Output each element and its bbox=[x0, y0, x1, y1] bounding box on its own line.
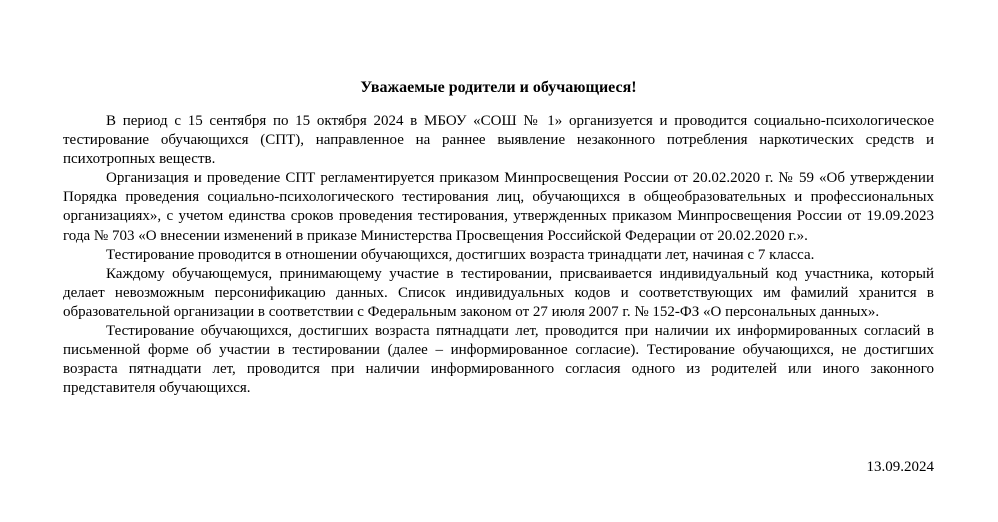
paragraph-regulation: Организация и проведение СПТ регламентируется приказом Минпросвещения России от 20.02.2020 г. № 59 «Об утверждении Порядка проведения социально-психологического тестирования лиц, обучающихся в общеобразовательных и профессиональных организациях», с учетом единства сроков проведения тестирования, утвержденных приказом Минпросвещения России от 19.09.2023 года № 703 «О внесении изменений в приказе Министерства Просвещения Российской Федерации от 20.02.2020 г.». bbox=[63, 170, 934, 244]
paragraph-informed-consent: Тестирование обучающихся, достигших возраста пятнадцати лет, проводится при наличии их информированных согласий в письменной форме об участии в тестировании (далее – информированное согласие). Тестирование обучающихся, не достигших возраста пятнадцати лет, проводится при наличии информированного согласия одного из родителей или иного законного представителя обучающихся. bbox=[63, 323, 934, 397]
document-body bbox=[63, 112, 934, 398]
paragraph-age-scope: Тестирование проводится в отношении обучающихся, достигших возраста тринадцати лет, начиная с 7 класса. bbox=[106, 246, 815, 263]
document-title: Уважаемые родители и обучающиеся! bbox=[360, 79, 637, 96]
document-date: 13.09.2024 bbox=[866, 459, 934, 475]
paragraph-testing-period: В период с 15 сентября по 15 октября 2024 в МБОУ «СОШ № 1» организуется и проводится социально-психологическое тестирование обучающихся (СПТ), направленное на раннее выявление незаконного потребления наркотических средств и психотропных веществ. bbox=[63, 113, 934, 168]
document-page bbox=[63, 0, 934, 522]
paragraph-individual-code: Каждому обучающемуся, принимающему участие в тестировании, присваивается индивидуальный код участника, который делает невозможным персонификацию данных. Список индивидуальных кодов и соответствующих им фамилий хранится в образовательной организации в соответствии с Федеральным законом от 27 июля 2007 г. № 152-ФЗ «О персональных данных». bbox=[63, 265, 934, 320]
